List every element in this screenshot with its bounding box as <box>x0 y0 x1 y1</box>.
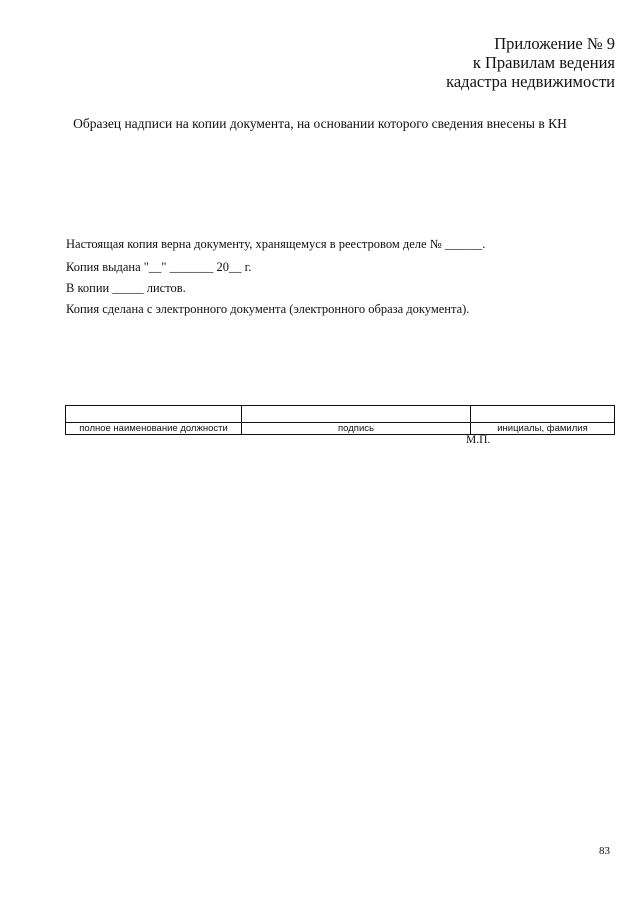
appendix-number: Приложение № 9 <box>494 34 615 53</box>
copy-true-statement: Настоящая копия верна документу, хранящемуся в реестровом деле № ______. <box>66 237 486 251</box>
stamp-label: М.П. <box>466 434 491 446</box>
signature-table <box>65 405 615 435</box>
appendix-rules-ref: к Правилам ведения <box>472 53 615 72</box>
position-cell <box>66 406 242 423</box>
signature-caption: подпись <box>242 423 471 435</box>
copy-source-statement: Копия сделана с электронного документа (электронного образа документа). <box>66 302 470 316</box>
appendix-header <box>446 34 615 91</box>
copy-sheet-count: В копии _____ листов. <box>66 281 186 295</box>
page-number: 83 <box>599 845 610 857</box>
copy-issued-date: Копия выдана "__" _______ 20__ г. <box>66 260 252 274</box>
position-caption: полное наименование должности <box>66 423 242 435</box>
name-cell <box>471 406 615 423</box>
document-title: Образец надписи на копии документа, на основании которого сведения внесены в КН <box>73 116 567 131</box>
signature-cell <box>242 406 471 423</box>
appendix-rules-name: кадастра недвижимости <box>446 72 615 91</box>
name-caption: инициалы, фамилия <box>471 423 615 435</box>
